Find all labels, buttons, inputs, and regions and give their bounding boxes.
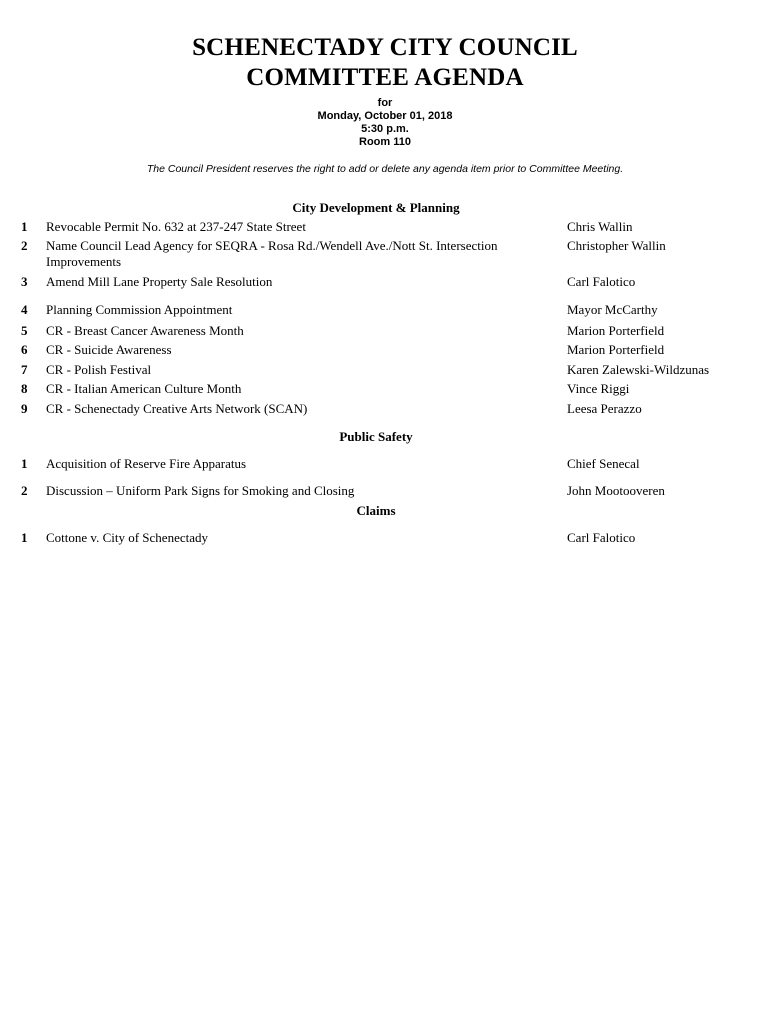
page-title-line1: SCHENECTADY CITY COUNCIL xyxy=(192,34,578,61)
item-presenter: Marion Porterfield xyxy=(567,323,665,338)
item-presenter: Carl Falotico xyxy=(567,530,636,545)
item-description: CR - Italian American Culture Month xyxy=(46,381,242,396)
item-presenter: Leesa Perazzo xyxy=(567,401,642,416)
meeting-time: 5:30 p.m. xyxy=(361,123,409,135)
section-title-city-development: City Development & Planning xyxy=(292,200,460,215)
item-description: Planning Commission Appointment xyxy=(46,302,233,317)
item-presenter: Christopher Wallin xyxy=(567,238,666,253)
agenda-notice: The Council President reserves the right to add or delete any agenda item prior to Committee Meeting. xyxy=(146,163,624,175)
for-label: for xyxy=(377,97,393,109)
item-number: 1 xyxy=(21,530,28,545)
item-presenter: Karen Zalewski-Wildzunas xyxy=(567,362,710,377)
item-presenter: Chris Wallin xyxy=(567,219,633,234)
item-number: 9 xyxy=(21,401,28,416)
item-description: CR - Breast Cancer Awareness Month xyxy=(46,323,244,338)
item-presenter: Mayor McCarthy xyxy=(567,302,658,317)
item-description: Discussion – Uniform Park Signs for Smoking and Closing xyxy=(46,483,355,498)
meeting-date: Monday, October 01, 2018 xyxy=(317,110,453,122)
item-description: CR - Schenectady Creative Arts Network (SCAN) xyxy=(46,401,308,416)
item-number: 8 xyxy=(21,381,28,396)
item-number: 4 xyxy=(21,302,28,317)
item-presenter: John Mootooveren xyxy=(567,483,665,498)
item-number: 3 xyxy=(21,274,28,289)
item-description: Name Council Lead Agency for SEQRA - Rosa Rd./Wendell Ave./Nott St. Intersection Improvements xyxy=(46,238,498,269)
item-number: 1 xyxy=(21,456,28,471)
item-description: Acquisition of Reserve Fire Apparatus xyxy=(46,456,247,471)
item-number: 2 xyxy=(21,483,28,498)
item-number: 7 xyxy=(21,362,28,377)
item-number: 2 xyxy=(21,238,28,253)
item-description: Amend Mill Lane Property Sale Resolution xyxy=(46,274,273,289)
section-title-claims: Claims xyxy=(356,503,396,518)
meeting-room: Room 110 xyxy=(359,136,411,148)
item-presenter: Vince Riggi xyxy=(567,381,630,396)
item-number: 6 xyxy=(21,342,28,357)
item-number: 1 xyxy=(21,219,28,234)
page-title-line2: COMMITTEE AGENDA xyxy=(246,64,524,91)
item-description: Revocable Permit No. 632 at 237-247 State Street xyxy=(46,219,306,234)
item-presenter: Marion Porterfield xyxy=(567,342,665,357)
item-description: CR - Suicide Awareness xyxy=(46,342,172,357)
item-number: 5 xyxy=(21,323,28,338)
section-title-public-safety: Public Safety xyxy=(339,429,413,444)
item-description: CR - Polish Festival xyxy=(46,362,152,377)
item-presenter: Chief Senecal xyxy=(567,456,640,471)
item-description: Cottone v. City of Schenectady xyxy=(46,530,208,545)
item-presenter: Carl Falotico xyxy=(567,274,636,289)
